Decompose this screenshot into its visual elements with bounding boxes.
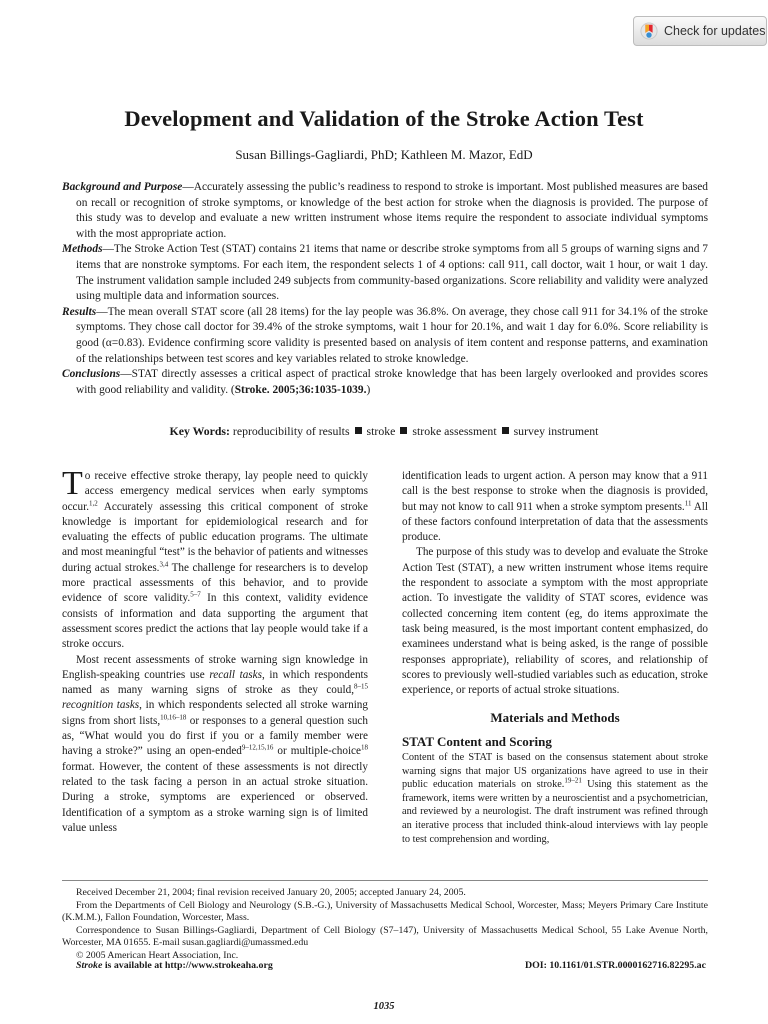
article-authors: Susan Billings-Gagliardi, PhD; Kathleen M. Mazor, EdD xyxy=(235,147,533,162)
abstract-methods xyxy=(62,242,708,304)
section-heading: Materials and Methods xyxy=(490,710,620,726)
keyword: stroke xyxy=(366,424,396,438)
emphasis: recognition tasks xyxy=(62,699,140,712)
journal-name: Stroke xyxy=(76,960,103,971)
footnote-copyright: © 2005 American Heart Association, Inc. xyxy=(76,949,239,961)
paragraph xyxy=(402,469,708,545)
abstract-background xyxy=(62,180,708,242)
journal-availability xyxy=(76,960,273,971)
paragraph xyxy=(402,751,708,846)
reference: 1,2 xyxy=(89,498,98,507)
text: Most recent assessments of stroke warning sign knowledge in English-speaking countries use xyxy=(62,653,368,681)
text: or multiple-choice xyxy=(273,745,361,758)
citation-close: ) xyxy=(366,383,371,396)
footnote-affiliations: From the Departments of Cell Biology and Neurology (S.B.-G.), University of Massachusetts Medical School, Worcester, Mass; Meyers Primary Care Institute (K.M.M.), Fallon Foundation, Worcester, Mass. xyxy=(62,899,708,924)
badge-label: Check for updates xyxy=(664,24,766,38)
text: The challenge for researchers is to develop more practical assessments of this behavior, and to provide evidence of score validity. xyxy=(62,561,368,605)
abstract-text: —Accurately assessing the public’s readiness to respond to stroke is important. Most published measures are based on recall or recognition of stroke symptoms, or knowledge of the best action for stroke when the diagnosis is provided. The purpose of this study was to develop and evaluate a new written instrument whose items require the respondent to associate individual symptoms with the most appropriate action. xyxy=(76,181,709,240)
footnotes xyxy=(62,880,708,963)
crossmark-icon xyxy=(640,22,658,40)
abstract-label: Results xyxy=(62,305,97,318)
key-words xyxy=(0,424,768,439)
reference: 19–21 xyxy=(564,776,582,785)
text: format. However, the content of these assessments is not directly related to the task facing a person in an actual stroke situation. During a stroke, symptoms are experienced or observed. Identification of a symptom as a stroke warning sign is of limited value unless xyxy=(62,760,368,834)
abstract-label: Methods xyxy=(62,243,103,256)
abstract xyxy=(62,180,708,398)
paragraph xyxy=(62,465,368,653)
bullet-square-icon xyxy=(355,427,362,434)
abstract-conclusions xyxy=(62,367,708,398)
text: Using this statement as the framework, items were written by a neuroscientist and a psychometrician, and reviewed by a neurologist. The draft instrument was refined through an iterative process that included think-aloud interviews with lay people to test comprehension and wording, xyxy=(402,779,708,845)
citation: Stroke. 2005;36:1035-1039. xyxy=(234,383,367,396)
reference: 11 xyxy=(684,498,692,507)
reference: 8–15 xyxy=(354,682,368,691)
text: Content of the STAT is based on the consensus statement about stroke warning signs that major US organizations have agreed to use in their public education materials on stroke. xyxy=(402,752,708,791)
key-words-label: Key Words: xyxy=(169,424,230,438)
page-number: 1035 xyxy=(373,1001,395,1012)
body-column-left xyxy=(62,465,368,836)
text: All of these factors confound interpretation of data that the assessments produce. xyxy=(402,500,708,544)
abstract-text: —STAT directly assesses a critical aspect of practical stroke knowledge that has been largely overlooked and provides scores with good reliability and validity. ( xyxy=(76,368,708,396)
reference: 3,4 xyxy=(159,560,169,569)
reference: 18 xyxy=(360,743,368,752)
article-title: Development and Validation of the Stroke Action Test xyxy=(124,106,644,131)
abstract-label: Background and Purpose xyxy=(62,181,183,193)
drop-cap: T xyxy=(62,465,83,502)
text: , in which respondents selected all stroke warning signs from short lists, xyxy=(62,699,368,727)
check-for-updates-badge[interactable] xyxy=(633,16,767,46)
body-column-right xyxy=(402,469,708,846)
footnote-received: Received December 21, 2004; final revision received January 20, 2005; accepted January 24, 2005. xyxy=(76,887,466,898)
reference: 5–7 xyxy=(190,590,201,599)
text: identification leads to urgent action. A person may know that a 911 call is the best response to stroke when the diagnosis is provided, but may not know to call 911 when a stroke symptom presents. xyxy=(402,470,708,513)
abstract-label: Conclusions xyxy=(62,368,121,381)
reference: 10,16–18 xyxy=(160,713,187,722)
text: Accurately assessing this critical component of stroke knowledge is important for epidemiological research and for evaluating the effects of public education programs. The ultimate and most meaningful “test” is the behavior of patients and witnesses during actual strokes. xyxy=(62,500,368,574)
abstract-text: —The mean overall STAT score (all 28 items) for the lay people was 36.8%. On average, they chose call 911 for 34.1% of the stroke symptoms. They chose call doctor for 39.4% of the stroke symptoms, wait 1 hour for 20.1%, and wait 1 day for 6.0%. Score reliability is good (α=0.83). Evidence confirming score validity is presented based on analysis of item content and response patterns, and examination of the relationships between test scores and key variables related to stroke knowledge. xyxy=(76,305,708,365)
subsection-heading: STAT Content and Scoring xyxy=(402,733,552,749)
journal-url-text[interactable]: is available at http://www.strokeaha.org xyxy=(102,960,273,971)
text: In this context, validity evidence consists of information and data supporting the argument that assessment scores predict the actions that lay people would take if a stroke occurs. xyxy=(62,592,368,651)
keyword: survey instrument xyxy=(513,424,599,438)
bullet-square-icon xyxy=(400,427,407,434)
reference: 9–12,15,16 xyxy=(241,743,274,752)
text: , in which respondents named as many warning signs of stroke as they could, xyxy=(62,668,368,697)
emphasis: recall tasks xyxy=(209,668,262,681)
paragraph xyxy=(62,653,368,837)
text: o receive effective stroke therapy, lay people need to quickly access emergency medical services when early symptoms occur. xyxy=(62,470,368,513)
bullet-square-icon xyxy=(502,427,509,434)
doi[interactable]: DOI: 10.1161/01.STR.0000162716.82295.ac xyxy=(524,960,706,971)
keyword: stroke assessment xyxy=(412,424,497,438)
text: or responses to a general question such as, “What would you do first if you or a family member were having a stroke?” using an open-ended xyxy=(62,714,368,758)
paragraph: The purpose of this study was to develop and evaluate the Stroke Action Test (STAT), a new written instrument whose items require the respondent to associate a symptom with the most appropriate action. To investigate the validity of STAT scores, evidence was collected concerning item content (eg, do items approximate the task being measured, is the most important content emphasized, do examinees understand what is being asked, is the range of possible responses appropriate), reliability of scores, and relationship of scores to previously well-studied variables such as education, stroke experience, or reports of actual stroke situations. xyxy=(402,546,708,697)
abstract-text: —The Stroke Action Test (STAT) contains 21 items that name or describe stroke symptoms from all 5 groups of warning signs and 7 items that are nonstroke symptoms. For each item, the respondent selects 1 of 4 options: call 911, call doctor, wait 1 hour, or wait 1 day. The instrument validation sample included 249 subjects from community-based organizations. Score reliability and validity were analyzed using multiple data and information sources. xyxy=(76,243,708,303)
abstract-results xyxy=(62,305,708,367)
footnote-correspondence: Correspondence to Susan Billings-Gagliardi, Department of Cell Biology (S7–147), University of Massachusetts Medical School, 55 Lake Avenue North, Worcester, MA 01655. E-mail susan.gagliardi@umassmed.edu xyxy=(62,924,708,949)
keyword: reproducibility of results xyxy=(232,424,350,438)
